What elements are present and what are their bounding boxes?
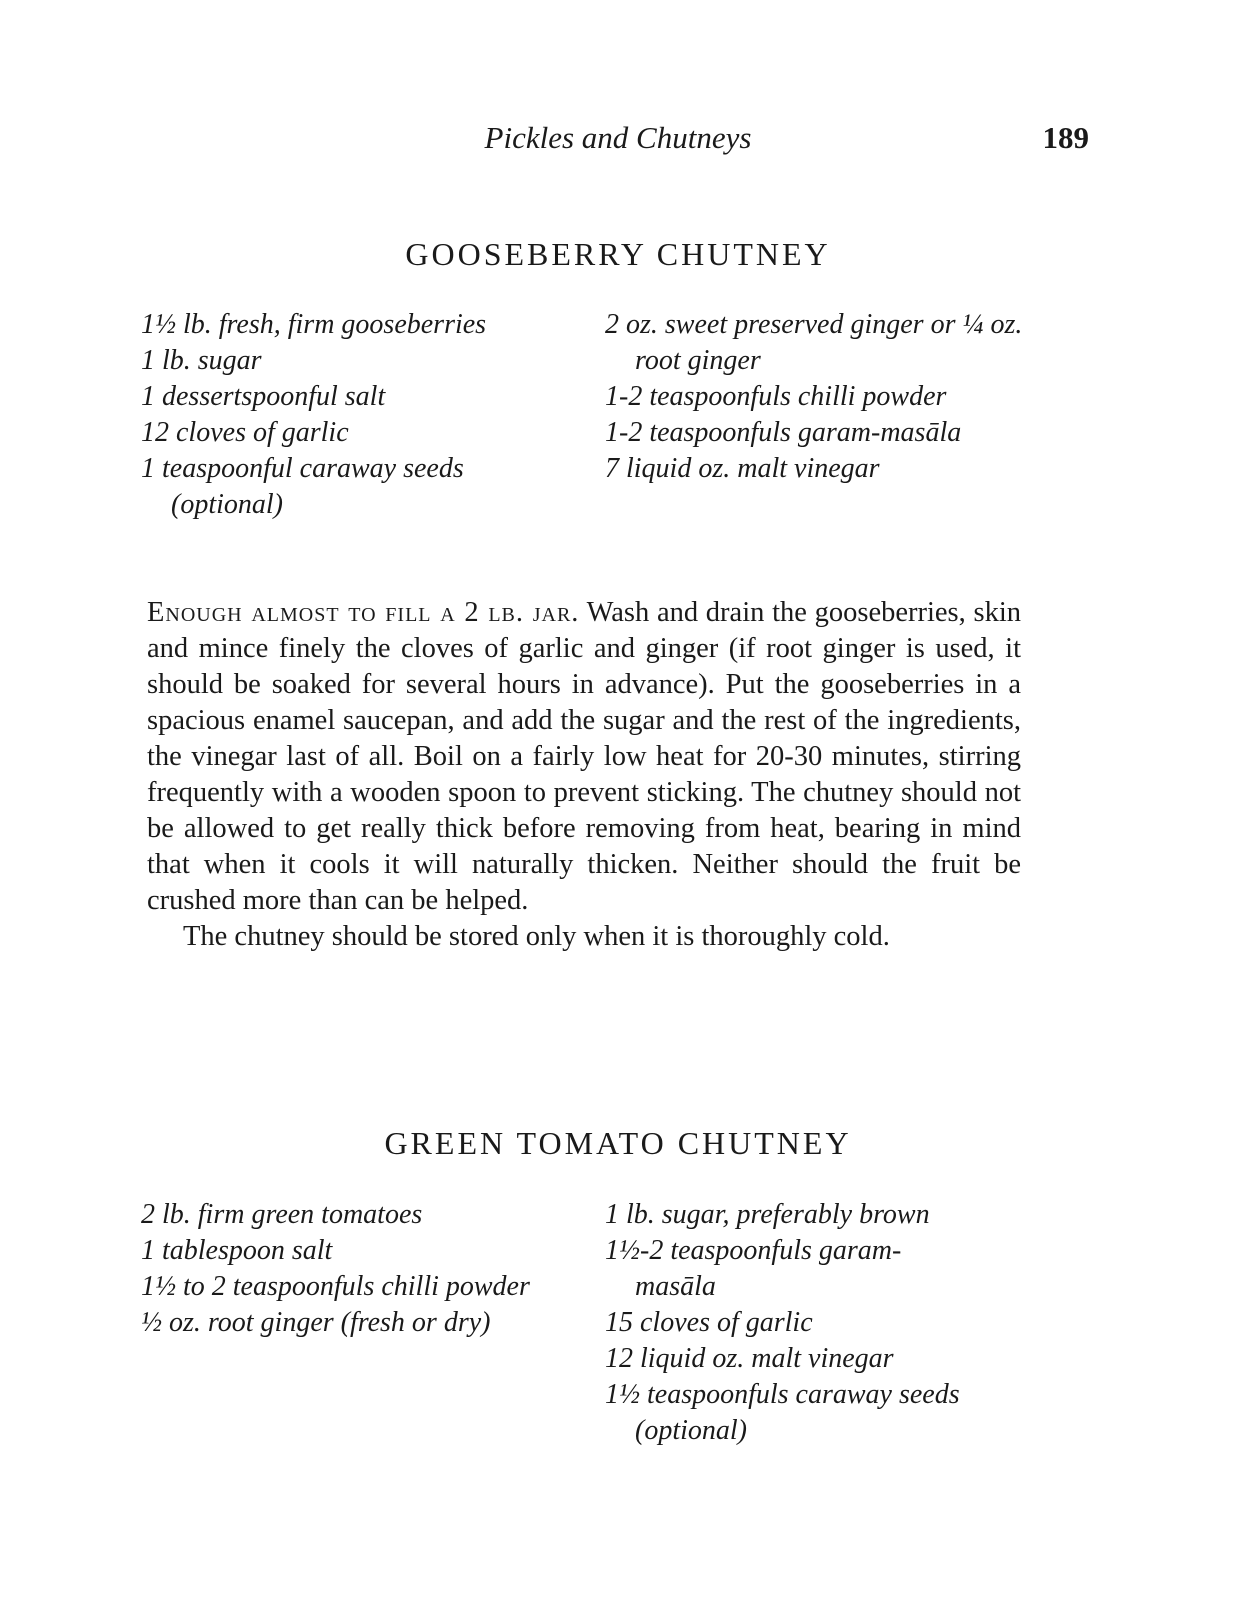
ingredient-item: 1 lb. sugar — [141, 345, 262, 376]
ingredient-item: 15 cloves of garlic — [605, 1307, 813, 1338]
ingredient-item: 1½ to 2 teaspoonfuls chilli powder — [141, 1271, 530, 1302]
ingredient-item: 12 cloves of garlic — [141, 417, 349, 448]
ingredient-list-left — [141, 307, 601, 523]
ingredient-item: 1 teaspoonful caraway seeds (optional) — [141, 453, 464, 520]
ingredient-item: 7 liquid oz. malt vinegar — [605, 453, 880, 484]
ingredient-item: 1 lb. sugar, preferably brown — [605, 1199, 930, 1230]
method-text — [147, 595, 1021, 955]
recipe-title: GREEN TOMATO CHUTNEY — [384, 1125, 852, 1161]
recipe-title: GOOSEBERRY CHUTNEY — [405, 236, 831, 272]
ingredient-item: 1 dessertspoonful salt — [141, 381, 386, 412]
page-number: 189 — [1042, 120, 1089, 155]
ingredient-item: 1-2 teaspoonfuls chilli powder — [605, 381, 947, 412]
ingredient-item: 1 tablespoon salt — [141, 1235, 333, 1266]
ingredient-item: 1½-2 teaspoonfuls garam-masāla — [605, 1235, 902, 1302]
method-paragraph — [147, 595, 1021, 919]
ingredient-list-right — [605, 307, 1025, 487]
ingredient-list-left — [141, 1197, 530, 1341]
ingredient-item: 1½ lb. fresh, firm gooseberries — [141, 309, 487, 340]
ingredient-item: 1-2 teaspoonfuls garam-masāla — [605, 417, 962, 448]
ingredient-item: 2 lb. firm green tomatoes — [141, 1199, 423, 1230]
method-paragraph: The chutney should be stored only when it is thoroughly cold. — [183, 921, 890, 952]
ingredient-item: ½ oz. root ginger (fresh or dry) — [141, 1307, 491, 1338]
ingredient-item: 2 oz. sweet preserved ginger or ¼ oz. root ginger — [605, 309, 1023, 376]
ingredient-list-right — [605, 1197, 1025, 1449]
ingredient-item: 1½ teaspoonfuls caraway seeds (optional) — [605, 1379, 960, 1446]
method-body: Wash and drain the gooseberries, skin and mince finely the cloves of garlic and ginger (if root ginger is used, it should be soaked for several hours in advance). Put the gooseberries in a spacious enamel saucepan, and add the sugar and the rest of the ingredients, the vinegar last of all. Boil on a fairly low heat for 20-30 minutes, stirring frequently with a wooden spoon to prevent sticking. The chutney should not be allowed to get really thick before removing from heat, bearing in mind that when it cools it will naturally thicken. Neither should the fruit be crushed more than can be helped. — [147, 597, 1021, 916]
yield-note: Enough almost to fill a 2 lb. jar. — [147, 597, 580, 628]
running-title: Pickles and Chutneys — [484, 120, 752, 155]
ingredient-item: 12 liquid oz. malt vinegar — [605, 1343, 894, 1374]
running-head — [0, 120, 1236, 160]
